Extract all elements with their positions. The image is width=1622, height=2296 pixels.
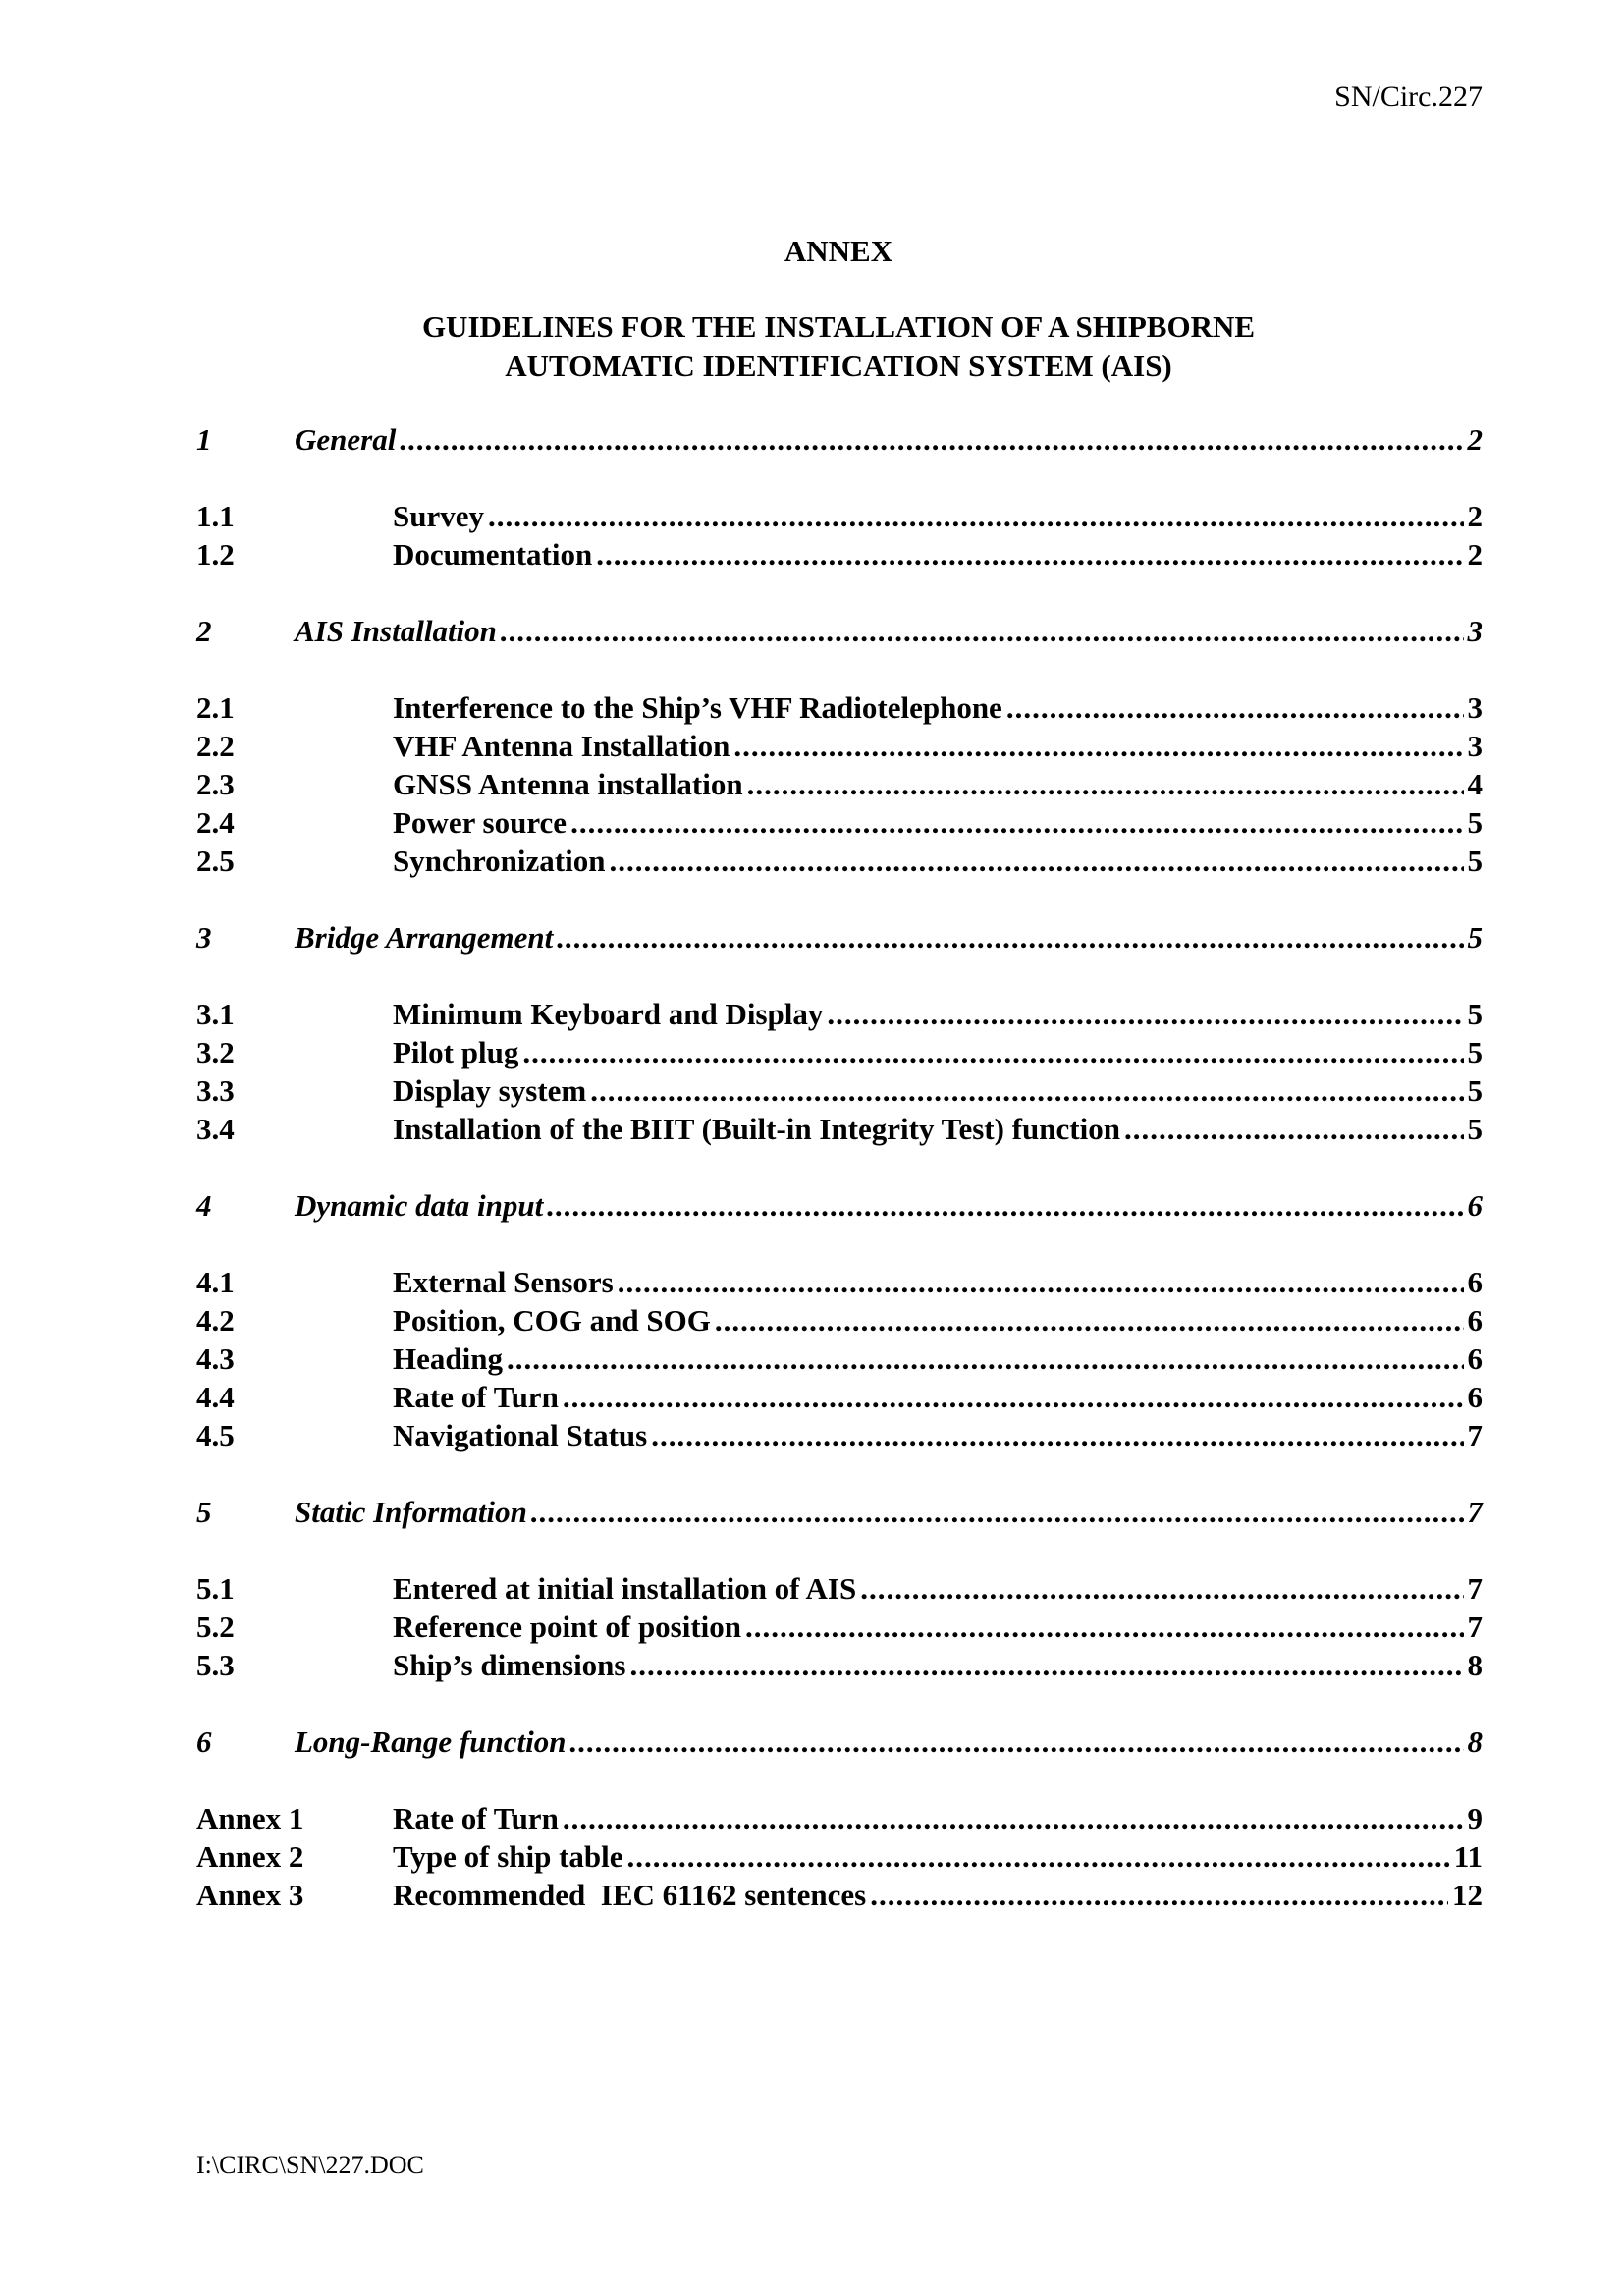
dot-leader xyxy=(557,918,1463,957)
toc-section-2[interactable] xyxy=(196,612,1483,650)
toc-page-number: 2 xyxy=(1467,537,1483,572)
toc-item-5-3[interactable] xyxy=(196,1646,1483,1684)
toc-page-number: 2 xyxy=(1467,499,1483,533)
dot-leader xyxy=(629,1646,1463,1684)
toc-title: Type of ship table xyxy=(393,1839,623,1874)
toc-page-number: 5 xyxy=(1467,1112,1483,1146)
toc-item-1-1[interactable] xyxy=(196,497,1483,535)
document-title-line-2: AUTOMATIC IDENTIFICATION SYSTEM (AIS) xyxy=(505,349,1172,383)
toc-item-4-2[interactable] xyxy=(196,1301,1483,1339)
dot-leader xyxy=(651,1416,1463,1454)
toc-number: 4.5 xyxy=(196,1418,235,1452)
toc-title: VHF Antenna Installation xyxy=(393,729,730,763)
dot-leader xyxy=(1124,1110,1464,1148)
toc-title: Long-Range function xyxy=(295,1724,567,1759)
spacer xyxy=(196,650,1483,688)
toc-page-number: 5 xyxy=(1467,844,1483,878)
toc-page-number: 5 xyxy=(1467,805,1483,840)
toc-number: 2 xyxy=(196,614,212,648)
toc-page-number: 7 xyxy=(1467,1495,1483,1529)
dot-leader xyxy=(563,1378,1464,1416)
toc-page-number: 9 xyxy=(1467,1801,1483,1835)
dot-leader xyxy=(1006,688,1464,727)
dot-leader xyxy=(570,803,1463,842)
file-path-footer: I:\CIRC\SN\227.DOC xyxy=(196,2151,424,2179)
toc-title: General xyxy=(295,422,397,457)
spacer xyxy=(196,574,1483,612)
toc-title: Heading xyxy=(393,1341,503,1376)
toc-number: 5.1 xyxy=(196,1571,235,1606)
toc-number: 2.2 xyxy=(196,729,235,763)
toc-item-2-2[interactable] xyxy=(196,727,1483,765)
toc-title: Entered at initial installation of AIS xyxy=(393,1571,857,1606)
spacer xyxy=(196,1148,1483,1186)
toc-item-2-3[interactable] xyxy=(196,765,1483,803)
toc-item-3-3[interactable] xyxy=(196,1071,1483,1110)
toc-item-4-4[interactable] xyxy=(196,1378,1483,1416)
spacer xyxy=(196,1225,1483,1263)
toc-annex-2[interactable] xyxy=(196,1837,1483,1876)
toc-title: Position, COG and SOG xyxy=(393,1303,711,1338)
toc-title: Ship’s dimensions xyxy=(393,1648,626,1682)
toc-page-number: 5 xyxy=(1467,1035,1483,1069)
toc-number: 3.3 xyxy=(196,1073,235,1108)
dot-leader xyxy=(860,1569,1463,1608)
toc-title: GNSS Antenna installation xyxy=(393,767,743,801)
toc-title: Navigational Status xyxy=(393,1418,648,1452)
toc-page-number: 7 xyxy=(1467,1610,1483,1644)
dot-leader xyxy=(827,995,1463,1033)
toc-number: 5 xyxy=(196,1495,212,1529)
toc-item-2-4[interactable] xyxy=(196,803,1483,842)
toc-number: 2.4 xyxy=(196,805,235,840)
dot-leader xyxy=(590,1071,1463,1110)
toc-title: Pilot plug xyxy=(393,1035,519,1069)
dot-leader xyxy=(531,1493,1464,1531)
toc-page-number: 4 xyxy=(1467,767,1483,801)
toc-page-number: 6 xyxy=(1467,1303,1483,1338)
toc-number: 1.2 xyxy=(196,537,235,572)
toc-title: Static Information xyxy=(295,1495,527,1529)
toc-number: 4 xyxy=(196,1188,212,1223)
toc-page-number: 8 xyxy=(1467,1724,1483,1759)
spacer xyxy=(196,1684,1483,1722)
toc-page-number: 3 xyxy=(1467,690,1483,725)
toc-annex-1[interactable] xyxy=(196,1799,1483,1837)
spacer xyxy=(196,459,1483,497)
toc-item-2-1[interactable] xyxy=(196,688,1483,727)
toc-annex-3[interactable] xyxy=(196,1876,1483,1914)
toc-number: 2.3 xyxy=(196,767,235,801)
dot-leader xyxy=(596,535,1463,574)
toc-title: Rate of Turn xyxy=(393,1380,559,1414)
toc-number: 4.4 xyxy=(196,1380,235,1414)
toc-page-number: 12 xyxy=(1452,1878,1483,1912)
dot-leader xyxy=(618,1263,1464,1301)
toc-title: External Sensors xyxy=(393,1265,614,1299)
toc-number: 3.1 xyxy=(196,997,235,1031)
toc-page-number: 11 xyxy=(1453,1839,1483,1874)
toc-title: Reference point of position xyxy=(393,1610,742,1644)
toc-number: 4.1 xyxy=(196,1265,235,1299)
toc-title: Minimum Keyboard and Display xyxy=(393,997,824,1031)
toc-title: Interference to the Ship’s VHF Radiotelephone xyxy=(393,690,1002,725)
toc-number: 1.1 xyxy=(196,499,235,533)
toc-title: Display system xyxy=(393,1073,587,1108)
toc-number: 5.3 xyxy=(196,1648,235,1682)
table-of-contents xyxy=(196,420,1483,1914)
dot-leader xyxy=(715,1301,1464,1339)
toc-number: 3.4 xyxy=(196,1112,235,1146)
toc-number: Annex 2 xyxy=(196,1839,304,1874)
toc-number: 1 xyxy=(196,422,212,457)
toc-title: Survey xyxy=(393,499,484,533)
toc-title: AIS Installation xyxy=(295,614,497,648)
toc-section-5[interactable] xyxy=(196,1493,1483,1531)
toc-item-4-5[interactable] xyxy=(196,1416,1483,1454)
toc-page-number: 6 xyxy=(1467,1380,1483,1414)
dot-leader xyxy=(507,1339,1464,1378)
toc-page-number: 7 xyxy=(1467,1418,1483,1452)
toc-page-number: 3 xyxy=(1467,614,1483,648)
toc-number: 6 xyxy=(196,1724,212,1759)
toc-item-3-4[interactable] xyxy=(196,1110,1483,1148)
toc-number: 2.1 xyxy=(196,690,235,725)
toc-item-5-2[interactable] xyxy=(196,1608,1483,1646)
toc-title: Power source xyxy=(393,805,568,840)
toc-title: Rate of Turn xyxy=(393,1801,559,1835)
toc-number: 3.2 xyxy=(196,1035,235,1069)
toc-page-number: 6 xyxy=(1467,1188,1483,1223)
dot-leader xyxy=(627,1837,1450,1876)
toc-item-4-3[interactable] xyxy=(196,1339,1483,1378)
toc-page-number: 5 xyxy=(1467,920,1483,955)
dot-leader xyxy=(400,420,1463,459)
dot-leader xyxy=(547,1186,1463,1225)
toc-section-3[interactable] xyxy=(196,918,1483,957)
toc-item-3-2[interactable] xyxy=(196,1033,1483,1071)
toc-title: Dynamic data input xyxy=(295,1188,544,1223)
toc-title: Documentation xyxy=(393,537,593,572)
toc-item-3-1[interactable] xyxy=(196,995,1483,1033)
toc-number: 4.3 xyxy=(196,1341,235,1376)
spacer xyxy=(196,1531,1483,1569)
toc-title: Bridge Arrangement xyxy=(295,920,554,955)
toc-page-number: 2 xyxy=(1467,422,1483,457)
toc-number: Annex 3 xyxy=(196,1878,304,1912)
toc-section-6[interactable] xyxy=(196,1722,1483,1761)
toc-title: Synchronization xyxy=(393,844,606,878)
document-title-line-1: GUIDELINES FOR THE INSTALLATION OF A SHIPBORNE xyxy=(421,309,1256,344)
toc-number: 3 xyxy=(196,920,212,955)
dot-leader xyxy=(488,497,1464,535)
dot-leader xyxy=(609,842,1463,880)
spacer xyxy=(196,1454,1483,1493)
dot-leader xyxy=(745,1608,1463,1646)
toc-page-number: 8 xyxy=(1467,1648,1483,1682)
toc-page-number: 6 xyxy=(1467,1265,1483,1299)
dot-leader xyxy=(563,1799,1464,1837)
spacer xyxy=(196,1761,1483,1799)
toc-section-4[interactable] xyxy=(196,1186,1483,1225)
toc-item-2-5[interactable] xyxy=(196,842,1483,880)
toc-number: Annex 1 xyxy=(196,1801,304,1835)
dot-leader xyxy=(569,1722,1463,1761)
dot-leader xyxy=(747,765,1464,803)
toc-number: 2.5 xyxy=(196,844,235,878)
toc-number: 4.2 xyxy=(196,1303,235,1338)
toc-item-4-1[interactable] xyxy=(196,1263,1483,1301)
annex-label: ANNEX xyxy=(784,234,893,268)
dot-leader xyxy=(870,1876,1448,1914)
toc-page-number: 7 xyxy=(1467,1571,1483,1606)
toc-title: Recommended IEC 61162 sentences xyxy=(393,1878,867,1912)
toc-section-1[interactable] xyxy=(196,420,1483,459)
dot-leader xyxy=(522,1033,1463,1071)
toc-item-1-2[interactable] xyxy=(196,535,1483,574)
toc-page-number: 6 xyxy=(1467,1341,1483,1376)
toc-number: 5.2 xyxy=(196,1610,235,1644)
document-reference: SN/Circ.227 xyxy=(1334,81,1483,113)
toc-page-number: 3 xyxy=(1467,729,1483,763)
toc-item-5-1[interactable] xyxy=(196,1569,1483,1608)
spacer xyxy=(196,880,1483,918)
dot-leader xyxy=(501,612,1464,650)
toc-page-number: 5 xyxy=(1467,1073,1483,1108)
toc-page-number: 5 xyxy=(1467,997,1483,1031)
dot-leader xyxy=(733,727,1463,765)
toc-title: Installation of the BIIT (Built-in Integrity Test) function xyxy=(393,1112,1120,1146)
spacer xyxy=(196,957,1483,995)
